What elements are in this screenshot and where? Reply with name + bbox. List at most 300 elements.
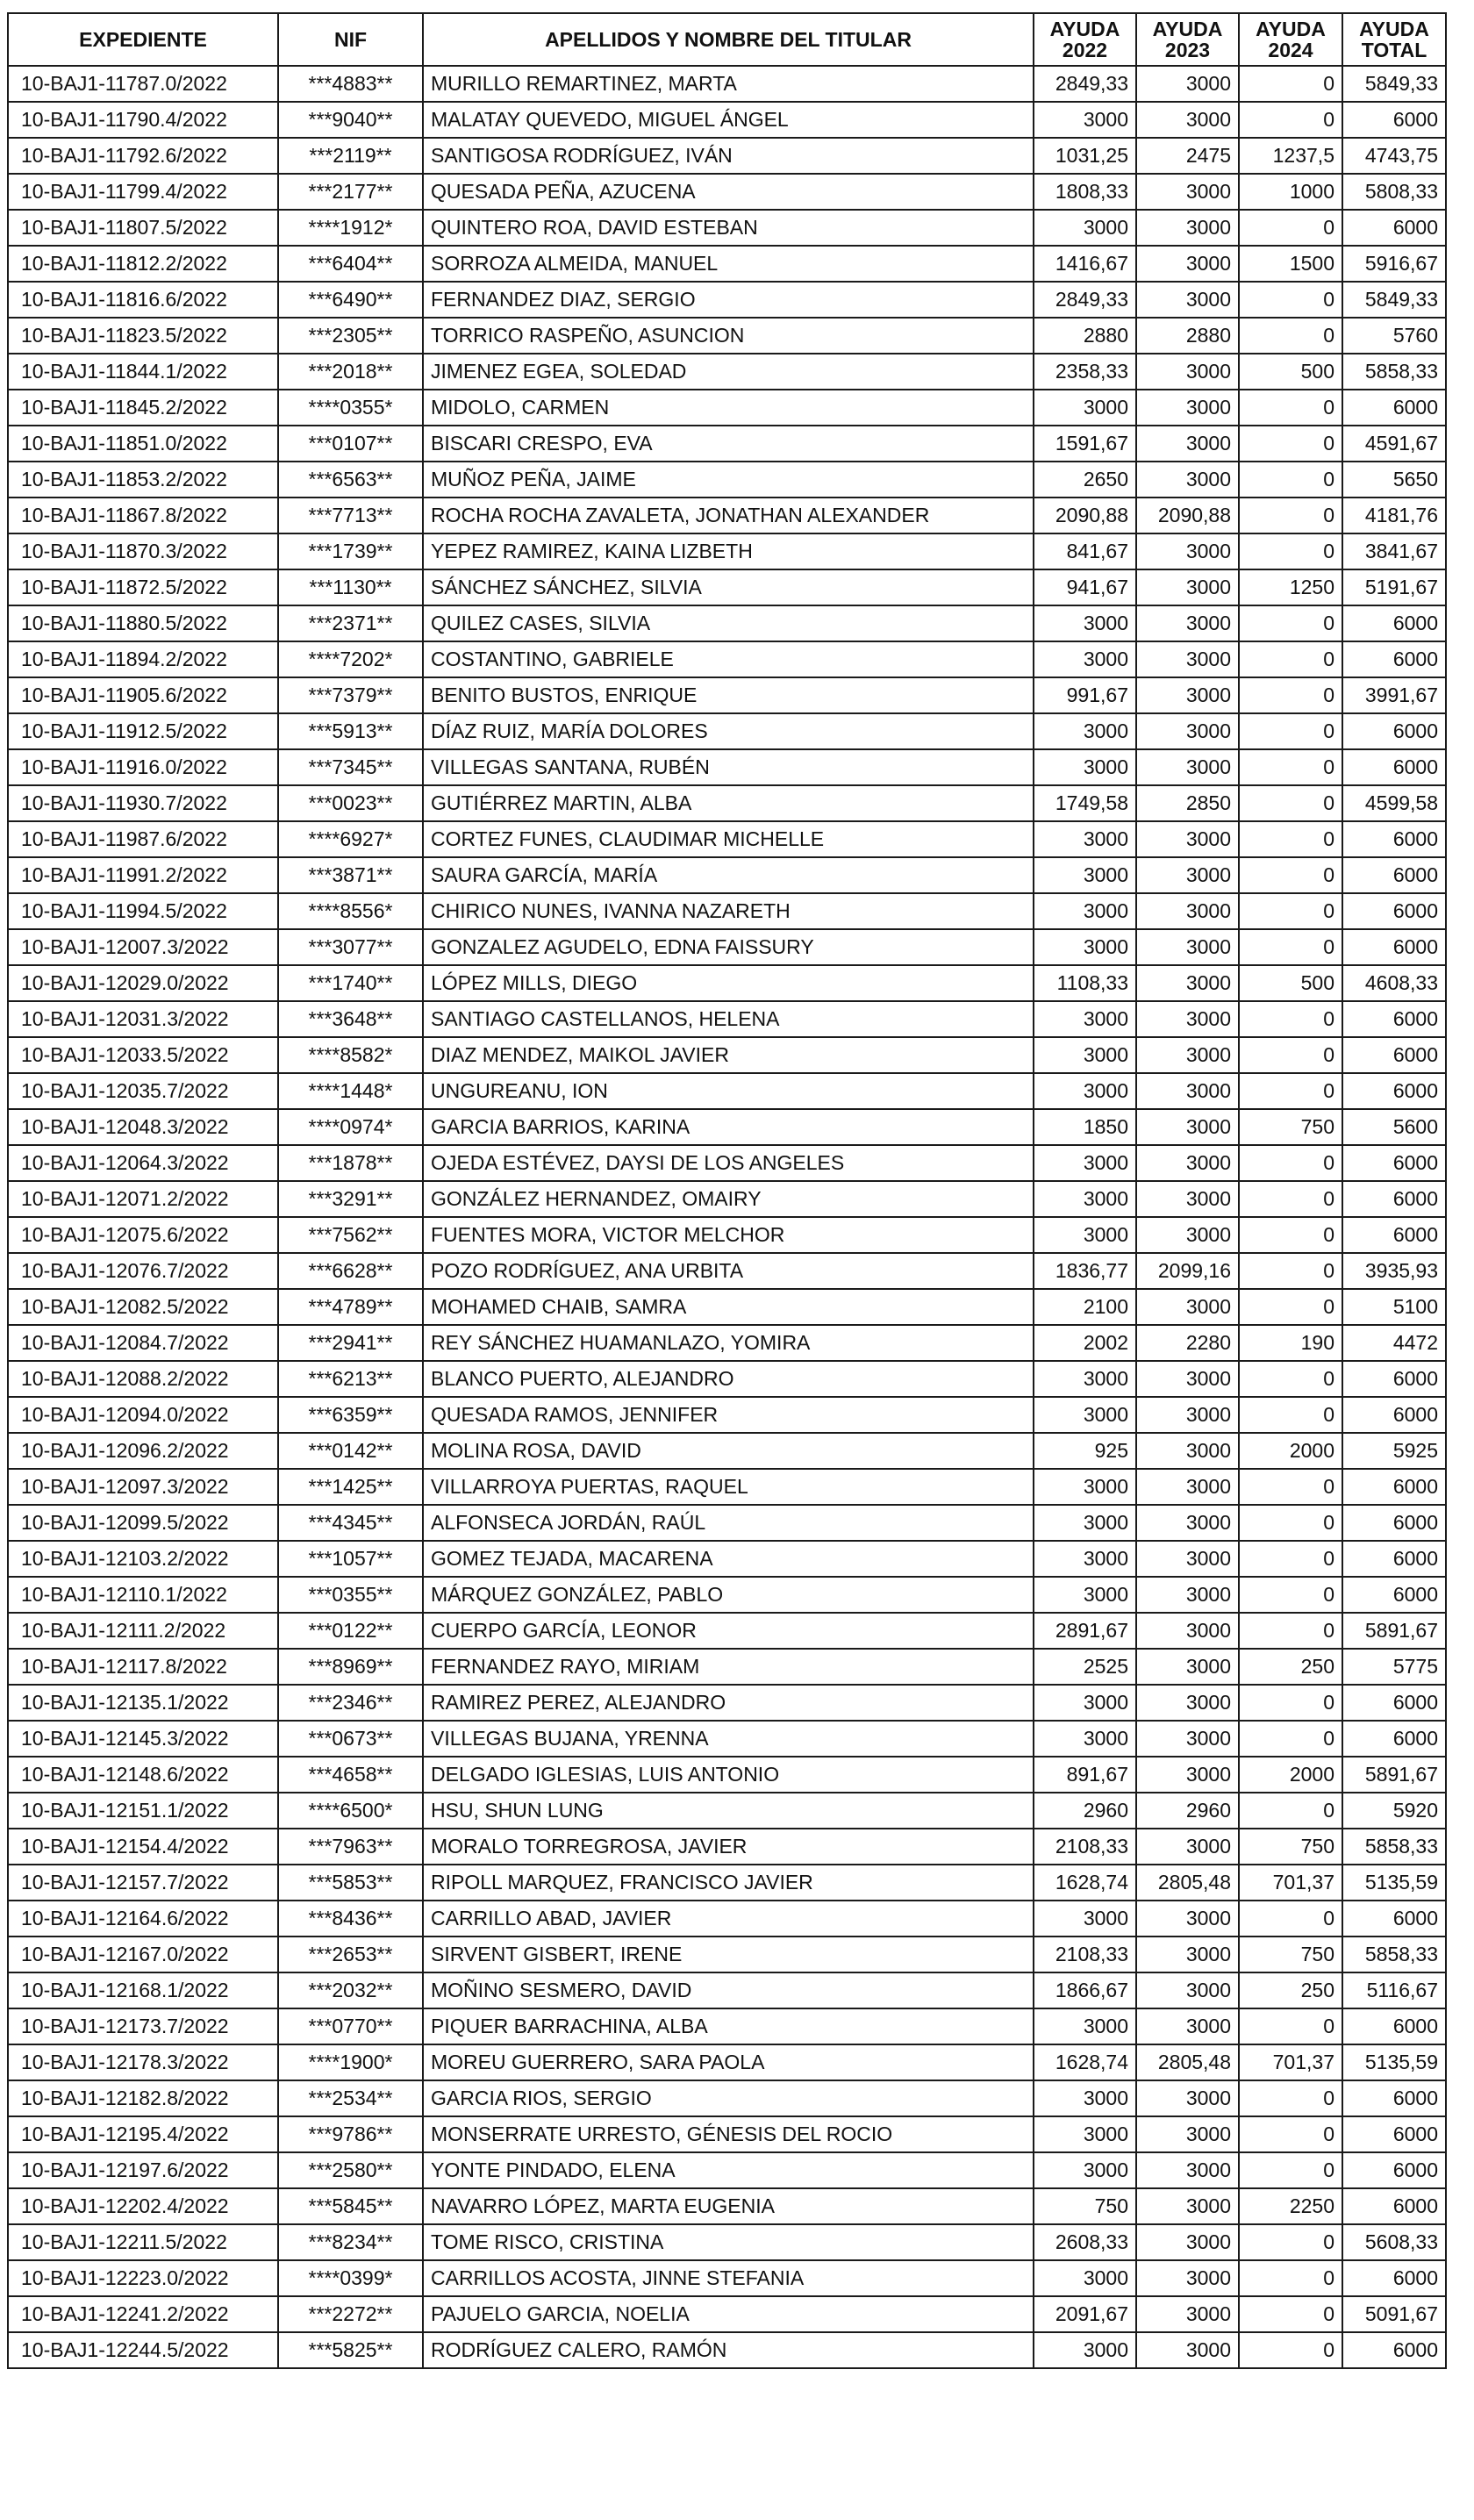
cell-titular: GONZALEZ AGUDELO, EDNA FAISSURY: [423, 929, 1034, 965]
cell-ayuda-2024: 0: [1239, 1253, 1342, 1289]
cell-titular: CARRILLO ABAD, JAVIER: [423, 1901, 1034, 1937]
cell-expediente: 10-BAJ1-12202.4/2022: [8, 2188, 278, 2224]
cell-ayuda-2024: 0: [1239, 713, 1342, 749]
cell-expediente: 10-BAJ1-11987.6/2022: [8, 821, 278, 857]
cell-nif: ***2534**: [278, 2080, 423, 2116]
cell-ayuda-total: 5925: [1342, 1433, 1446, 1469]
cell-expediente: 10-BAJ1-12033.5/2022: [8, 1037, 278, 1073]
cell-nif: ****8582*: [278, 1037, 423, 1073]
cell-ayuda-total: 4599,58: [1342, 785, 1446, 821]
cell-ayuda-total: 6000: [1342, 1361, 1446, 1397]
cell-ayuda-2024: 0: [1239, 318, 1342, 354]
cell-titular: FERNANDEZ RAYO, MIRIAM: [423, 1649, 1034, 1685]
cell-ayuda-2024: 0: [1239, 1901, 1342, 1937]
cell-ayuda-total: 6000: [1342, 713, 1446, 749]
cell-ayuda-2022: 3000: [1034, 605, 1136, 641]
cell-expediente: 10-BAJ1-12167.0/2022: [8, 1937, 278, 1972]
cell-titular: COSTANTINO, GABRIELE: [423, 641, 1034, 677]
cell-expediente: 10-BAJ1-12135.1/2022: [8, 1685, 278, 1721]
cell-ayuda-2022: 3000: [1034, 2332, 1136, 2368]
cell-ayuda-total: 6000: [1342, 1685, 1446, 1721]
cell-nif: ***5825**: [278, 2332, 423, 2368]
cell-expediente: 10-BAJ1-12151.1/2022: [8, 1793, 278, 1829]
cell-nif: ***3871**: [278, 857, 423, 893]
cell-expediente: 10-BAJ1-11812.2/2022: [8, 246, 278, 282]
cell-nif: ***6213**: [278, 1361, 423, 1397]
cell-ayuda-total: 4743,75: [1342, 138, 1446, 174]
cell-nif: ***4658**: [278, 1757, 423, 1793]
cell-nif: ****7202*: [278, 641, 423, 677]
table-row: [8, 354, 1446, 390]
table-row: [8, 1253, 1446, 1289]
cell-ayuda-2023: 3000: [1136, 605, 1239, 641]
cell-ayuda-2022: 3000: [1034, 102, 1136, 138]
cell-expediente: 10-BAJ1-11916.0/2022: [8, 749, 278, 785]
cell-expediente: 10-BAJ1-12195.4/2022: [8, 2116, 278, 2152]
table-row: [8, 2152, 1446, 2188]
cell-nif: ***2305**: [278, 318, 423, 354]
table-row: [8, 2332, 1446, 2368]
header-ayuda-total: [1342, 13, 1446, 66]
cell-titular: ROCHA ROCHA ZAVALETA, JONATHAN ALEXANDER: [423, 498, 1034, 533]
cell-ayuda-total: 6000: [1342, 2188, 1446, 2224]
cell-nif: ***2941**: [278, 1325, 423, 1361]
cell-ayuda-2022: 2108,33: [1034, 1937, 1136, 1972]
cell-ayuda-total: 5849,33: [1342, 282, 1446, 318]
cell-nif: ***7345**: [278, 749, 423, 785]
cell-ayuda-2022: 2891,67: [1034, 1613, 1136, 1649]
cell-titular: FERNANDEZ DIAZ, SERGIO: [423, 282, 1034, 318]
cell-expediente: 10-BAJ1-11845.2/2022: [8, 390, 278, 426]
cell-expediente: 10-BAJ1-12103.2/2022: [8, 1541, 278, 1577]
cell-ayuda-2024: 0: [1239, 1397, 1342, 1433]
cell-expediente: 10-BAJ1-11905.6/2022: [8, 677, 278, 713]
cell-ayuda-2024: 2250: [1239, 2188, 1342, 2224]
cell-expediente: 10-BAJ1-11930.7/2022: [8, 785, 278, 821]
cell-nif: ***3648**: [278, 1001, 423, 1037]
cell-ayuda-2022: 1628,74: [1034, 1865, 1136, 1901]
cell-titular: YONTE PINDADO, ELENA: [423, 2152, 1034, 2188]
cell-ayuda-2023: 3000: [1136, 641, 1239, 677]
cell-ayuda-total: 5858,33: [1342, 354, 1446, 390]
cell-titular: SANTIGOSA RODRÍGUEZ, IVÁN: [423, 138, 1034, 174]
table-row: [8, 1541, 1446, 1577]
cell-nif: ***2371**: [278, 605, 423, 641]
table-row: [8, 210, 1446, 246]
table-row: [8, 641, 1446, 677]
cell-expediente: 10-BAJ1-12148.6/2022: [8, 1757, 278, 1793]
cell-ayuda-total: 5600: [1342, 1109, 1446, 1145]
cell-nif: ***6628**: [278, 1253, 423, 1289]
cell-ayuda-2022: 1836,77: [1034, 1253, 1136, 1289]
cell-titular: QUINTERO ROA, DAVID ESTEBAN: [423, 210, 1034, 246]
cell-titular: TOME RISCO, CRISTINA: [423, 2224, 1034, 2260]
table-row: [8, 1649, 1446, 1685]
cell-ayuda-total: 6000: [1342, 210, 1446, 246]
cell-nif: ****6927*: [278, 821, 423, 857]
cell-expediente: 10-BAJ1-11792.6/2022: [8, 138, 278, 174]
cell-nif: ****0399*: [278, 2260, 423, 2296]
cell-ayuda-2022: 3000: [1034, 641, 1136, 677]
cell-ayuda-total: 5920: [1342, 1793, 1446, 1829]
cell-ayuda-2023: 3000: [1136, 2296, 1239, 2332]
cell-ayuda-2024: 0: [1239, 1361, 1342, 1397]
cell-titular: BLANCO PUERTO, ALEJANDRO: [423, 1361, 1034, 1397]
cell-ayuda-total: 6000: [1342, 641, 1446, 677]
cell-ayuda-2024: 0: [1239, 1685, 1342, 1721]
cell-ayuda-2023: 3000: [1136, 1972, 1239, 2008]
cell-ayuda-2022: 925: [1034, 1433, 1136, 1469]
cell-ayuda-2024: 0: [1239, 1289, 1342, 1325]
cell-ayuda-2022: 3000: [1034, 1397, 1136, 1433]
header-ayuda-2024-line1: AYUDA: [1256, 18, 1326, 40]
cell-expediente: 10-BAJ1-11867.8/2022: [8, 498, 278, 533]
cell-ayuda-2022: 3000: [1034, 2008, 1136, 2044]
table-row: [8, 605, 1446, 641]
cell-expediente: 10-BAJ1-11790.4/2022: [8, 102, 278, 138]
table-body: [8, 66, 1446, 2368]
table-row: [8, 1613, 1446, 1649]
cell-ayuda-2022: 2525: [1034, 1649, 1136, 1685]
table-row: [8, 1109, 1446, 1145]
cell-ayuda-total: 6000: [1342, 1901, 1446, 1937]
cell-expediente: 10-BAJ1-12241.2/2022: [8, 2296, 278, 2332]
cell-ayuda-total: 6000: [1342, 857, 1446, 893]
cell-expediente: 10-BAJ1-12145.3/2022: [8, 1721, 278, 1757]
cell-nif: ***0107**: [278, 426, 423, 462]
cell-ayuda-2022: 2849,33: [1034, 66, 1136, 102]
cell-ayuda-2022: 991,67: [1034, 677, 1136, 713]
cell-titular: YEPEZ RAMIREZ, KAINA LIZBETH: [423, 533, 1034, 569]
table-row: [8, 1073, 1446, 1109]
cell-ayuda-2022: 1031,25: [1034, 138, 1136, 174]
cell-expediente: 10-BAJ1-12110.1/2022: [8, 1577, 278, 1613]
table-row: [8, 318, 1446, 354]
table-row: [8, 2296, 1446, 2332]
cell-ayuda-2024: 0: [1239, 1001, 1342, 1037]
cell-ayuda-total: 6000: [1342, 893, 1446, 929]
cell-ayuda-2024: 0: [1239, 2116, 1342, 2152]
cell-ayuda-2023: 3000: [1136, 1685, 1239, 1721]
cell-nif: ***0142**: [278, 1433, 423, 1469]
cell-ayuda-2023: 3000: [1136, 2332, 1239, 2368]
table-row: [8, 1433, 1446, 1469]
table-row: [8, 1325, 1446, 1361]
cell-titular: MIDOLO, CARMEN: [423, 390, 1034, 426]
header-ayuda-2022-line2: 2022: [1062, 39, 1108, 61]
cell-expediente: 10-BAJ1-11816.6/2022: [8, 282, 278, 318]
cell-ayuda-2024: 0: [1239, 426, 1342, 462]
cell-nif: ***8234**: [278, 2224, 423, 2260]
cell-titular: VILLEGAS SANTANA, RUBÉN: [423, 749, 1034, 785]
cell-ayuda-total: 6000: [1342, 929, 1446, 965]
header-ayuda-total-line2: TOTAL: [1361, 39, 1427, 61]
table-row: [8, 426, 1446, 462]
cell-expediente: 10-BAJ1-12096.2/2022: [8, 1433, 278, 1469]
cell-expediente: 10-BAJ1-12182.8/2022: [8, 2080, 278, 2116]
cell-ayuda-2024: 0: [1239, 1505, 1342, 1541]
cell-ayuda-2022: 941,67: [1034, 569, 1136, 605]
cell-nif: ***8436**: [278, 1901, 423, 1937]
cell-ayuda-total: 5135,59: [1342, 1865, 1446, 1901]
cell-titular: SÁNCHEZ SÁNCHEZ, SILVIA: [423, 569, 1034, 605]
cell-ayuda-total: 5849,33: [1342, 66, 1446, 102]
cell-nif: ***1740**: [278, 965, 423, 1001]
document-page: [7, 12, 1447, 2369]
cell-titular: CORTEZ FUNES, CLAUDIMAR MICHELLE: [423, 821, 1034, 857]
cell-ayuda-2024: 0: [1239, 282, 1342, 318]
cell-ayuda-2022: 3000: [1034, 1145, 1136, 1181]
table-row: [8, 1937, 1446, 1972]
table-row: [8, 462, 1446, 498]
cell-ayuda-2023: 2850: [1136, 785, 1239, 821]
cell-ayuda-total: 6000: [1342, 605, 1446, 641]
cell-ayuda-total: 6000: [1342, 1037, 1446, 1073]
cell-ayuda-total: 5858,33: [1342, 1937, 1446, 1972]
cell-nif: ***1057**: [278, 1541, 423, 1577]
table-row: [8, 713, 1446, 749]
cell-ayuda-total: 6000: [1342, 1397, 1446, 1433]
cell-ayuda-2022: 3000: [1034, 1469, 1136, 1505]
cell-ayuda-2023: 3000: [1136, 1037, 1239, 1073]
cell-ayuda-2024: 0: [1239, 929, 1342, 965]
cell-ayuda-total: 5858,33: [1342, 1829, 1446, 1865]
cell-nif: ****1900*: [278, 2044, 423, 2080]
cell-titular: DELGADO IGLESIAS, LUIS ANTONIO: [423, 1757, 1034, 1793]
cell-titular: RIPOLL MARQUEZ, FRANCISCO JAVIER: [423, 1865, 1034, 1901]
cell-ayuda-2024: 0: [1239, 1577, 1342, 1613]
cell-ayuda-2024: 0: [1239, 1037, 1342, 1073]
cell-nif: ***2272**: [278, 2296, 423, 2332]
cell-ayuda-total: 6000: [1342, 1073, 1446, 1109]
table-row: [8, 1721, 1446, 1757]
table-row: [8, 2188, 1446, 2224]
cell-ayuda-total: 5775: [1342, 1649, 1446, 1685]
cell-ayuda-2024: 750: [1239, 1937, 1342, 1972]
cell-ayuda-2024: 0: [1239, 2008, 1342, 2044]
cell-nif: ***2119**: [278, 138, 423, 174]
cell-titular: BISCARI CRESPO, EVA: [423, 426, 1034, 462]
cell-titular: MÁRQUEZ GONZÁLEZ, PABLO: [423, 1577, 1034, 1613]
cell-nif: ****0974*: [278, 1109, 423, 1145]
cell-titular: GARCIA BARRIOS, KARINA: [423, 1109, 1034, 1145]
cell-ayuda-total: 5116,67: [1342, 1972, 1446, 2008]
cell-ayuda-2023: 3000: [1136, 426, 1239, 462]
table-row: [8, 533, 1446, 569]
cell-ayuda-2023: 3000: [1136, 1361, 1239, 1397]
cell-ayuda-2022: 2091,67: [1034, 2296, 1136, 2332]
cell-nif: ****0355*: [278, 390, 423, 426]
cell-expediente: 10-BAJ1-12164.6/2022: [8, 1901, 278, 1937]
cell-ayuda-total: 5891,67: [1342, 1613, 1446, 1649]
cell-ayuda-2022: 3000: [1034, 210, 1136, 246]
cell-expediente: 10-BAJ1-12223.0/2022: [8, 2260, 278, 2296]
cell-expediente: 10-BAJ1-11807.5/2022: [8, 210, 278, 246]
table-row: [8, 677, 1446, 713]
cell-ayuda-2023: 3000: [1136, 2260, 1239, 2296]
cell-titular: SIRVENT GISBERT, IRENE: [423, 1937, 1034, 1972]
cell-expediente: 10-BAJ1-11991.2/2022: [8, 857, 278, 893]
cell-ayuda-2022: 1749,58: [1034, 785, 1136, 821]
header-titular: APELLIDOS Y NOMBRE DEL TITULAR: [423, 13, 1034, 66]
cell-ayuda-2024: 1000: [1239, 174, 1342, 210]
cell-nif: ***8969**: [278, 1649, 423, 1685]
header-ayuda-2022-line1: AYUDA: [1049, 18, 1120, 40]
cell-titular: PIQUER BARRACHINA, ALBA: [423, 2008, 1034, 2044]
cell-ayuda-2022: 1108,33: [1034, 965, 1136, 1001]
table-row: [8, 2008, 1446, 2044]
cell-ayuda-total: 6000: [1342, 2332, 1446, 2368]
cell-titular: DÍAZ RUIZ, MARÍA DOLORES: [423, 713, 1034, 749]
table-row: [8, 498, 1446, 533]
cell-ayuda-total: 6000: [1342, 1145, 1446, 1181]
cell-titular: DIAZ MENDEZ, MAIKOL JAVIER: [423, 1037, 1034, 1073]
cell-expediente: 10-BAJ1-11787.0/2022: [8, 66, 278, 102]
cell-ayuda-2024: 0: [1239, 390, 1342, 426]
cell-ayuda-2023: 3000: [1136, 1433, 1239, 1469]
cell-ayuda-2024: 250: [1239, 1649, 1342, 1685]
cell-titular: CARRILLOS ACOSTA, JINNE STEFANIA: [423, 2260, 1034, 2296]
cell-ayuda-2022: 1866,67: [1034, 1972, 1136, 2008]
cell-ayuda-2024: 0: [1239, 749, 1342, 785]
cell-nif: ****1448*: [278, 1073, 423, 1109]
cell-expediente: 10-BAJ1-12197.6/2022: [8, 2152, 278, 2188]
cell-ayuda-2024: 2000: [1239, 1433, 1342, 1469]
cell-ayuda-total: 6000: [1342, 2260, 1446, 2296]
cell-ayuda-total: 6000: [1342, 1721, 1446, 1757]
cell-expediente: 10-BAJ1-12154.4/2022: [8, 1829, 278, 1865]
cell-nif: ***0122**: [278, 1613, 423, 1649]
header-ayuda-2022: [1034, 13, 1136, 66]
cell-ayuda-total: 5760: [1342, 318, 1446, 354]
cell-ayuda-total: 6000: [1342, 102, 1446, 138]
cell-expediente: 10-BAJ1-11851.0/2022: [8, 426, 278, 462]
cell-titular: ALFONSECA JORDÁN, RAÚL: [423, 1505, 1034, 1541]
cell-ayuda-2024: 250: [1239, 1972, 1342, 2008]
table-row: [8, 1577, 1446, 1613]
cell-ayuda-2023: 3000: [1136, 1613, 1239, 1649]
cell-expediente: 10-BAJ1-11799.4/2022: [8, 174, 278, 210]
cell-ayuda-2023: 2280: [1136, 1325, 1239, 1361]
cell-ayuda-2024: 0: [1239, 102, 1342, 138]
cell-ayuda-2022: 3000: [1034, 1685, 1136, 1721]
cell-ayuda-2022: 2608,33: [1034, 2224, 1136, 2260]
cell-ayuda-2023: 3000: [1136, 1217, 1239, 1253]
cell-nif: ***1425**: [278, 1469, 423, 1505]
beneficiaries-table: [7, 12, 1447, 2369]
cell-expediente: 10-BAJ1-12075.6/2022: [8, 1217, 278, 1253]
cell-titular: SAURA GARCÍA, MARÍA: [423, 857, 1034, 893]
cell-expediente: 10-BAJ1-12084.7/2022: [8, 1325, 278, 1361]
cell-expediente: 10-BAJ1-12111.2/2022: [8, 1613, 278, 1649]
cell-ayuda-2024: 0: [1239, 462, 1342, 498]
header-expediente: EXPEDIENTE: [8, 13, 278, 66]
cell-ayuda-total: 6000: [1342, 2080, 1446, 2116]
cell-ayuda-2022: 2100: [1034, 1289, 1136, 1325]
cell-ayuda-2023: 3000: [1136, 893, 1239, 929]
cell-ayuda-2022: 1808,33: [1034, 174, 1136, 210]
cell-titular: MURILLO REMARTINEZ, MARTA: [423, 66, 1034, 102]
cell-titular: FUENTES MORA, VICTOR MELCHOR: [423, 1217, 1034, 1253]
cell-nif: ***2346**: [278, 1685, 423, 1721]
cell-nif: ***0770**: [278, 2008, 423, 2044]
cell-ayuda-2023: 2805,48: [1136, 2044, 1239, 2080]
cell-nif: ***9040**: [278, 102, 423, 138]
table-row: [8, 1145, 1446, 1181]
cell-ayuda-total: 6000: [1342, 749, 1446, 785]
cell-ayuda-2023: 3000: [1136, 1505, 1239, 1541]
cell-ayuda-total: 3841,67: [1342, 533, 1446, 569]
cell-titular: MONSERRATE URRESTO, GÉNESIS DEL ROCIO: [423, 2116, 1034, 2152]
cell-ayuda-total: 4608,33: [1342, 965, 1446, 1001]
cell-ayuda-2023: 3000: [1136, 2152, 1239, 2188]
cell-nif: ***4345**: [278, 1505, 423, 1541]
cell-nif: ***3077**: [278, 929, 423, 965]
cell-titular: JIMENEZ EGEA, SOLEDAD: [423, 354, 1034, 390]
cell-ayuda-total: 3991,67: [1342, 677, 1446, 713]
cell-titular: PAJUELO GARCIA, NOELIA: [423, 2296, 1034, 2332]
cell-nif: ***5853**: [278, 1865, 423, 1901]
cell-ayuda-2024: 0: [1239, 498, 1342, 533]
table-header: [8, 13, 1446, 66]
cell-ayuda-2024: 0: [1239, 1181, 1342, 1217]
cell-ayuda-2024: 0: [1239, 785, 1342, 821]
cell-ayuda-2024: 500: [1239, 965, 1342, 1001]
table-row: [8, 1865, 1446, 1901]
cell-ayuda-2023: 3000: [1136, 677, 1239, 713]
cell-ayuda-2023: 3000: [1136, 2224, 1239, 2260]
cell-ayuda-2022: 3000: [1034, 1001, 1136, 1037]
cell-ayuda-2024: 0: [1239, 66, 1342, 102]
table-row: [8, 1972, 1446, 2008]
cell-titular: MORALO TORREGROSA, JAVIER: [423, 1829, 1034, 1865]
cell-nif: ***2580**: [278, 2152, 423, 2188]
cell-titular: CHIRICO NUNES, IVANNA NAZARETH: [423, 893, 1034, 929]
cell-expediente: 10-BAJ1-12168.1/2022: [8, 1972, 278, 2008]
cell-nif: ****8556*: [278, 893, 423, 929]
cell-ayuda-2024: 0: [1239, 857, 1342, 893]
cell-ayuda-2022: 2002: [1034, 1325, 1136, 1361]
cell-ayuda-2022: 1628,74: [1034, 2044, 1136, 2080]
cell-ayuda-total: 5808,33: [1342, 174, 1446, 210]
cell-ayuda-total: 6000: [1342, 1469, 1446, 1505]
header-ayuda-total-line1: AYUDA: [1359, 18, 1429, 40]
cell-expediente: 10-BAJ1-12048.3/2022: [8, 1109, 278, 1145]
cell-ayuda-2024: 190: [1239, 1325, 1342, 1361]
cell-ayuda-2022: 2108,33: [1034, 1829, 1136, 1865]
cell-ayuda-2023: 3000: [1136, 1469, 1239, 1505]
cell-expediente: 10-BAJ1-12157.7/2022: [8, 1865, 278, 1901]
cell-ayuda-2023: 3000: [1136, 1721, 1239, 1757]
cell-ayuda-2024: 0: [1239, 1217, 1342, 1253]
cell-ayuda-2023: 3000: [1136, 1397, 1239, 1433]
cell-ayuda-total: 5135,59: [1342, 2044, 1446, 2080]
cell-ayuda-2022: 750: [1034, 2188, 1136, 2224]
cell-expediente: 10-BAJ1-11994.5/2022: [8, 893, 278, 929]
table-row: [8, 749, 1446, 785]
cell-titular: LÓPEZ MILLS, DIEGO: [423, 965, 1034, 1001]
cell-ayuda-2022: 1416,67: [1034, 246, 1136, 282]
cell-ayuda-total: 5100: [1342, 1289, 1446, 1325]
table-row: [8, 965, 1446, 1001]
cell-titular: QUESADA PEÑA, AZUCENA: [423, 174, 1034, 210]
cell-ayuda-2023: 3000: [1136, 210, 1239, 246]
cell-ayuda-2024: 0: [1239, 2260, 1342, 2296]
cell-titular: QUESADA RAMOS, JENNIFER: [423, 1397, 1034, 1433]
header-ayuda-2023-line1: AYUDA: [1152, 18, 1223, 40]
cell-ayuda-2022: 2880: [1034, 318, 1136, 354]
cell-ayuda-2022: 3000: [1034, 2080, 1136, 2116]
